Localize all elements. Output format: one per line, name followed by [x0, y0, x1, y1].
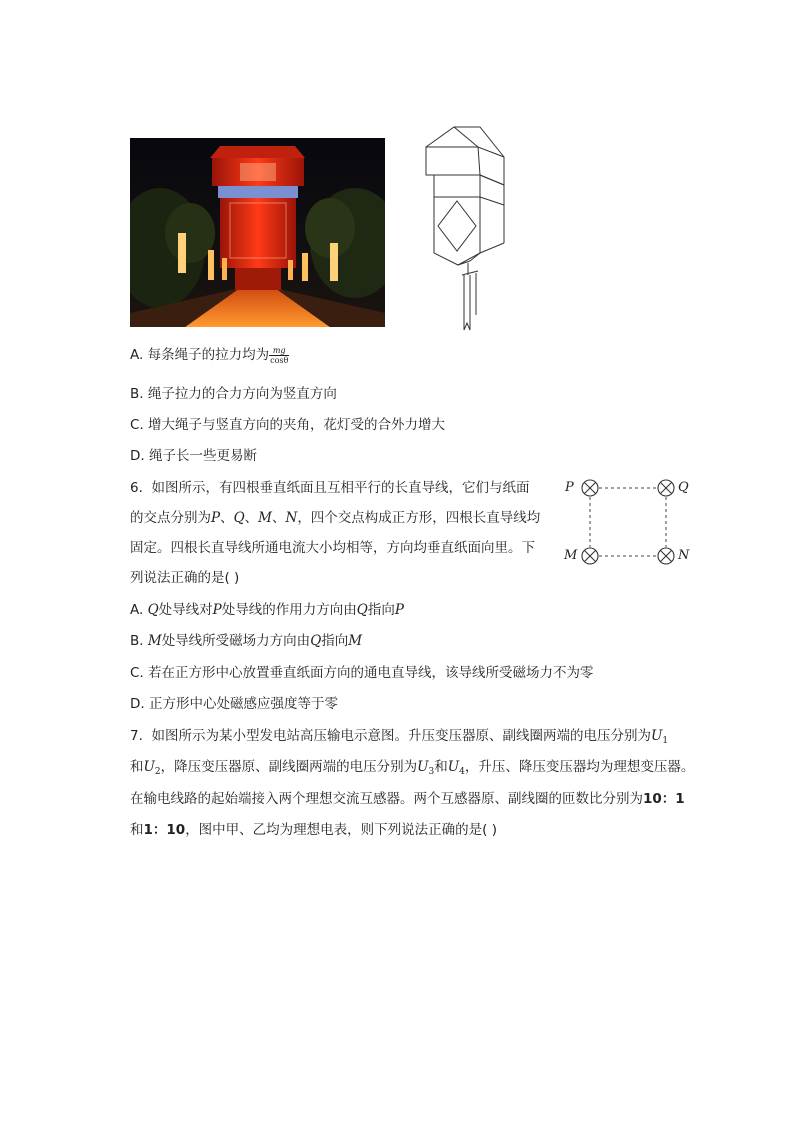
q6-var-p: P [211, 510, 221, 526]
wire-square-diagram [562, 476, 696, 570]
q7-line-4 [130, 820, 497, 840]
sub-1: 1 [662, 736, 669, 746]
q6-option-b-text1: 处导线所受磁场力方向由 [161, 633, 311, 649]
q6-number: 6. [130, 480, 143, 496]
var-q: Q [356, 602, 368, 618]
q6-option-a-text3: 指向 [367, 602, 395, 618]
q6-sep: 、 [220, 510, 234, 526]
q7-text-2d: ，升压、降压变压器均为理想变压器。 [464, 759, 695, 775]
q7-text-4a: 和 [130, 822, 144, 838]
q6-text-1: 如图所示，有四根垂直纸面且互相平行的长直导线，它们与纸面 [151, 480, 530, 496]
q5-option-b: B. 绳子拉力的合力方向为竖直方向 [130, 386, 337, 402]
q6-line-3: 固定。四根长直导线所通电流大小均相等，方向均垂直纸面向里。下 [130, 540, 535, 556]
label-m: M [564, 548, 578, 563]
q6-var-q: Q [233, 510, 245, 526]
q5-option-c: C. 增大绳子与竖直方向的夹角，花灯受的合外力增大 [130, 417, 446, 433]
q7-ratio-1: 10：1 [643, 791, 685, 807]
fraction-denominator: cosθ [270, 355, 289, 365]
q6-option-b [130, 631, 362, 651]
q7-ratio-2: 1：10 [143, 822, 186, 838]
sub-3: 3 [428, 767, 435, 777]
var-q: Q [147, 602, 159, 618]
label-n: N [678, 548, 690, 563]
q6-option-a-text2: 处导线的作用力方向由 [221, 602, 357, 618]
q6-var-n: N [285, 510, 298, 526]
q6-sep: 、 [244, 510, 259, 526]
q7-text-4b: ，图中甲、乙均为理想电表，则下列说法正确的是( ) [185, 822, 498, 838]
q7-text-3: 在输电线路的起始端接入两个理想交流互感器。两个互感器原、副线圈的匝数比分别为 [130, 791, 643, 807]
q6-option-b-text2: 指向 [321, 633, 349, 649]
q6-var-m: M [258, 510, 272, 526]
var-m: M [147, 633, 162, 649]
fraction-numerator: mg [269, 346, 289, 356]
var-u: U [143, 759, 155, 775]
q7-text-2a: 和 [130, 759, 144, 775]
var-p: P [212, 602, 222, 618]
q5-option-a-fraction [269, 346, 289, 365]
var-m: M [348, 633, 363, 649]
q6-option-b-letter: B. [130, 633, 148, 649]
var-q: Q [310, 633, 322, 649]
sub-2: 2 [154, 767, 161, 777]
var-u: U [650, 728, 663, 744]
q7-text-2b: ，降压变压器原、副线圈两端的电压分别为 [160, 759, 418, 775]
var-u: U [417, 759, 429, 775]
q7-number: 7. [130, 728, 143, 744]
label-q: Q [678, 480, 689, 495]
q6-option-c: C. 若在正方形中心放置垂直纸面方向的通电直导线，该导线所受磁场力不为零 [130, 665, 594, 681]
q5-option-a [130, 345, 289, 365]
q6-line-4: 列说法正确的是( ) [130, 570, 240, 586]
label-p: P [565, 480, 574, 495]
q7-line-2 [130, 757, 694, 782]
q5-option-d: D. 绳子长一些更易断 [130, 448, 257, 464]
var-p: P [394, 602, 404, 618]
q6-text-2b: ，四个交点构成正方形，四根长直导线均 [297, 510, 541, 526]
lantern-photo [130, 138, 385, 327]
q7-line-1 [130, 726, 668, 751]
q5-option-a-text: A. 每条绳子的拉力均为 [130, 347, 270, 363]
q6-option-d: D. 正方形中心处磁感应强度等于零 [130, 696, 338, 712]
q6-line-2 [130, 508, 540, 528]
q6-option-a-letter: A. [130, 602, 148, 618]
sub-4: 4 [459, 767, 465, 777]
q7-line-3 [130, 789, 685, 809]
var-u: U [447, 759, 460, 775]
q7-text-2c: 和 [434, 759, 448, 775]
q6-sep: 、 [272, 510, 286, 526]
q6-text-2a: 的交点分别为 [130, 510, 211, 526]
q6-line-1 [130, 478, 529, 498]
q7-text-1: 如图所示为某小型发电站高压输电示意图。升压变压器原、副线圈两端的电压分别为 [151, 728, 651, 744]
q6-option-a [130, 600, 404, 620]
q6-option-a-text1: 处导线对 [158, 602, 213, 618]
lantern-diagram [424, 125, 508, 333]
